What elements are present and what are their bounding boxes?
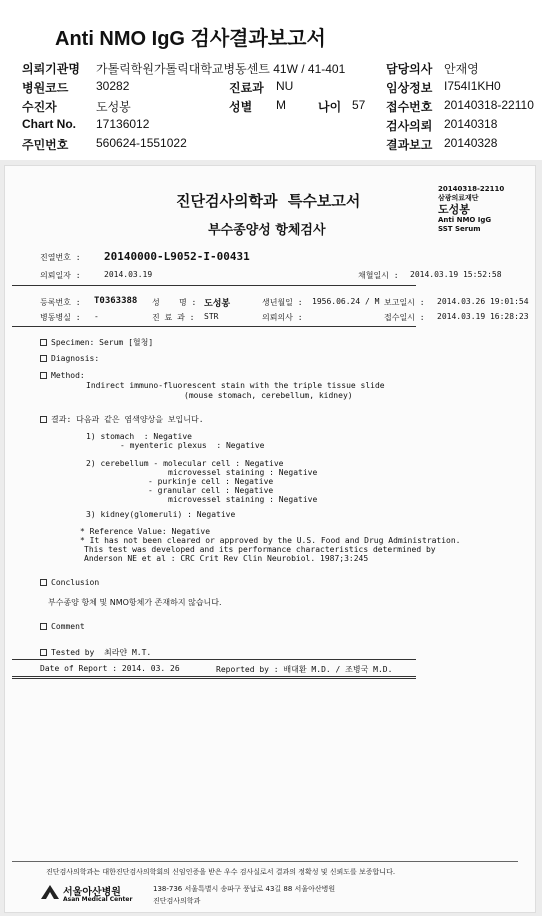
department-name: 진단검사의학과: [153, 897, 201, 905]
divider: [12, 659, 416, 660]
collect-value: 2014.03.19 15:52:58: [410, 270, 502, 279]
checkbox-icon: [40, 623, 47, 630]
checkbox-icon: [40, 355, 47, 362]
receipt-time: 2014.03.19 16:28:23: [437, 312, 529, 321]
side-org: 삼광의료재단: [438, 194, 479, 202]
hospital-name-ko: 서울아산병원: [63, 887, 121, 898]
result-header-panel: [0, 0, 542, 160]
name-label: 성 명 :: [152, 298, 197, 307]
value-institution: 가톨릭학원가톨릭대학교병동센트 41W / 41-401: [96, 62, 346, 76]
label-resident-no: 주민번호: [22, 138, 69, 152]
reference-4: Anderson NE et al : CRC Crit Rev Clin Neurobiol. 1987;3:245: [84, 554, 369, 563]
reg-no: T0363388: [94, 296, 138, 306]
value-request-date: 20140318: [444, 117, 498, 131]
conclusion-row: [40, 578, 99, 587]
diagnosis-row: [40, 354, 99, 363]
report-main-title: 진단검사의학과 특수보고서: [176, 192, 361, 210]
side-sample: SST Serum: [438, 225, 481, 233]
label-report-date: 결과보고: [386, 138, 433, 152]
checkbox-icon: [40, 649, 47, 656]
ward-label: 병동병실 :: [40, 313, 81, 322]
hospital-name-en: Asan Medical Center: [63, 896, 133, 903]
reference-3: This test was developed and its performance characteristics determined by: [84, 545, 436, 554]
checkbox-icon: [40, 372, 47, 379]
value-doctor: 안재영: [444, 62, 479, 76]
collect-label: 채혈일시 :: [358, 271, 399, 280]
comment-row: [40, 622, 85, 631]
method-line-1: Indirect immuno-fluorescent stain with the triple tissue slide: [86, 381, 385, 390]
tested-by: Tested by 최라얀 M.T.: [51, 648, 152, 657]
result-2a: 2) cerebellum - molecular cell : Negative: [86, 459, 284, 468]
value-hospital-code: 30282: [96, 79, 130, 93]
birth: 1956.06.24 / M: [312, 297, 380, 306]
result-3: 3) kidney(glomeruli) : Negative: [86, 510, 236, 519]
conclusion: Conclusion: [51, 578, 100, 587]
ward: -: [94, 312, 99, 321]
result-2c: - purkinje cell : Negative: [148, 477, 274, 486]
reported-by: Reported by : 배대환 M.D. / 조병국 M.D.: [216, 665, 393, 674]
page-title: Anti NMO IgG 검사결과보고서: [55, 28, 326, 50]
value-resident-no: 560624-1551022: [96, 136, 187, 150]
footer-divider: [12, 861, 518, 862]
label-age: 나이: [318, 100, 342, 114]
request-date-label: 의뢰일자 :: [40, 271, 81, 280]
double-divider: [12, 676, 416, 679]
divider: [12, 326, 416, 327]
footer-note: 진단검사의학과는 대한진단검사의학회의 신임인증을 받은 우수 검사실로서 결과의 정확성 및 신뢰도를 보증합니다.: [46, 868, 396, 876]
method-row: [40, 371, 85, 380]
conclusion-text: 부수종양 항체 및 NMO항체가 존재하지 않습니다.: [48, 598, 222, 607]
label-chart-no: Chart No.: [22, 117, 76, 131]
checkbox-icon: [40, 579, 47, 586]
result-row: [40, 414, 204, 425]
result-2e: microvessel staining : Negative: [168, 495, 318, 504]
value-department: NU: [276, 79, 294, 93]
label-department: 진료과: [229, 81, 264, 95]
report-date: 2014.03.26 19:01:54: [437, 297, 529, 306]
side-test: Anti NMO IgG: [438, 216, 492, 224]
method-line-2: (mouse stomach, cerebellum, kidney): [184, 391, 353, 400]
exam-no: 20140000-L9052-I-00431: [104, 250, 250, 263]
report-sub-title: 부수종양성 항체검사: [208, 223, 326, 238]
receipt-label: 접수일시 :: [384, 313, 425, 322]
method: Method:: [51, 371, 85, 380]
result-1b: - myenteric plexus : Negative: [120, 441, 265, 450]
reference-2: * It has not been cleared or approved by the U.S. Food and Drug Administration.: [80, 536, 461, 545]
checkbox-icon: [40, 416, 47, 423]
value-receipt-no: 20140318-22110: [444, 98, 534, 112]
label-patient: 수진자: [22, 100, 57, 114]
label-sex: 성별: [229, 100, 253, 114]
label-institution: 의뢰기관명: [22, 62, 80, 76]
diagnosis: Diagnosis:: [51, 354, 100, 363]
dept-label: 진 료 과 :: [152, 313, 195, 322]
result-1a: 1) stomach : Negative: [86, 432, 192, 441]
value-age: 57: [352, 98, 366, 112]
label-hospital-code: 병원코드: [22, 81, 69, 95]
value-sex: M: [276, 98, 286, 112]
value-clinical-info: I754I1KH0: [444, 79, 501, 93]
result-head: 결과: 다음과 같은 염색양상을 보입니다.: [51, 415, 204, 424]
specimen-row: [40, 337, 153, 348]
request-date: 2014.03.19: [104, 270, 153, 279]
comment: Comment: [51, 622, 85, 631]
reg-label: 등록번호 :: [40, 298, 81, 307]
specimen: Specimen: Serum [혈청]: [51, 338, 154, 347]
doctor-label: 의뢰의사 :: [262, 313, 303, 322]
dept: STR: [204, 312, 219, 321]
checkbox-icon: [40, 339, 47, 346]
date-of-report: Date of Report : 2014. 03. 26: [40, 664, 180, 673]
tested-row: [40, 647, 151, 658]
divider: [12, 285, 416, 286]
value-report-date: 20140328: [444, 136, 498, 150]
label-receipt-no: 접수번호: [386, 100, 433, 114]
birth-label: 생년월일 :: [262, 298, 303, 307]
patient-name: 도성봉: [204, 299, 231, 309]
hospital-logo-icon: [40, 883, 60, 901]
exam-no-label: 진열번호 :: [40, 253, 81, 262]
value-chart-no: 17136012: [96, 117, 150, 131]
hospital-address: 138-736 서울특별시 송파구 풍납로 43길 88 서울아산병원: [153, 885, 336, 893]
side-name: 도성봉: [438, 203, 470, 216]
label-request-date: 검사의뢰: [386, 119, 433, 133]
reference-1: * Reference Value: Negative: [80, 527, 211, 536]
value-patient: 도성봉: [96, 100, 131, 114]
result-2d: - granular cell : Negative: [148, 486, 274, 495]
side-receipt-no: 20140318-22110: [438, 185, 505, 193]
label-clinical-info: 임상정보: [386, 81, 433, 95]
label-doctor: 담당의사: [386, 62, 433, 76]
result-2b: microvessel staining : Negative: [168, 468, 318, 477]
report-date-label: 보고일시 :: [384, 298, 425, 307]
